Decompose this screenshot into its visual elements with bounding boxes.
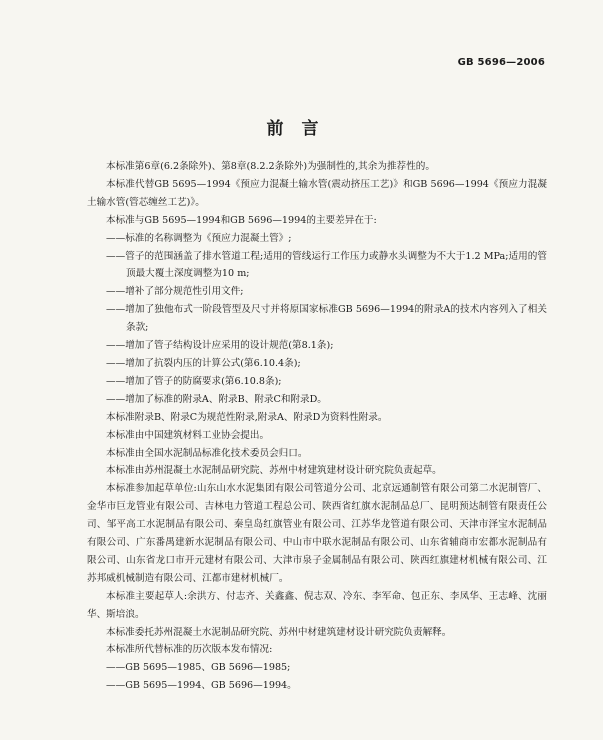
paragraph: 本标准代替GB 5695—1994《预应力混凝土输水管(震动挤压工艺)》和GB 5696—1994《预应力混凝土输水管(管芯缠丝工艺)》。	[87, 178, 547, 208]
paragraph: 本标准由苏州混凝土水泥制品研究院、苏州中材建筑建材设计研究院负责起草。	[106, 465, 442, 477]
paragraph: 本标准所代替标准的历次版本发布情况:	[106, 644, 273, 656]
list-item: ——增加了管子结构设计应采用的设计规范(第8.1条);	[106, 340, 334, 352]
paragraph: 本标准与GB 5695—1994和GB 5696—1994的主要差异在于:	[106, 214, 377, 226]
paragraph: 本标准由全国水泥制品标准化技术委员会归口。	[106, 447, 308, 459]
page-title: 前言	[266, 119, 337, 139]
list-item: ——GB 5695—1994、GB 5696—1994。	[106, 680, 297, 692]
list-item: ——增加了抗裂内压的计算公式(第6.10.4条);	[106, 357, 301, 369]
paragraph: 本标准由中国建筑材料工业协会提出。	[106, 429, 270, 441]
paragraph: 本标准参加起草单位:山东山水水泥集团有限公司管道分公司、北京远通制管有限公司第二水泥制管厂、金华市巨龙管业有限公司、吉林电力管道工程总公司、陕西省红旗水泥制品总厂、昆明预达制管有限责任公司、邹平高工水泥制品有限公司、秦皇岛红旗管业有限公司、江苏华龙管道有限公司、天津市泽宝水泥制品有限公司、广东番禺建新水泥制品有限公司、中山市中联水泥制品有限公司、山东省辅商市宏都水泥制品有限公司、山东省龙口市开元建材有限公司、大津市泉子金属制品有限公司、陕西红旗建材机械有限公司、江苏邦威机械制造有限公司、江都市建材机械厂。	[87, 483, 547, 584]
paragraph: 本标准委托苏州混凝土水泥制品研究院、苏州中材建筑建材设计研究院负责解释。	[106, 626, 452, 638]
list-item: ——管子的范围涵盖了排水管道工程;适用的管线运行工作压力或静水头调整为不大于1.2 MPa;适用的管顶最大覆土深度调整为10 m;	[106, 250, 547, 280]
list-item: ——标准的名称调整为《预应力混凝土管》;	[106, 232, 292, 244]
paragraph: 本标准附录B、附录C为规范性附录,附录A、附录D为资料性附录。	[106, 411, 388, 423]
list-item: ——GB 5695—1985、GB 5696—1985;	[106, 662, 291, 674]
list-item: ——增加了管子的防腐要求(第6.10.8条);	[106, 375, 282, 387]
list-item: ——增加了标准的附录A、附录B、附录C和附录D。	[106, 393, 327, 405]
list-item: ——增加了独他布式一阶段管型及尺寸并将原国家标准GB 5696—1994的附录A的技术内容列入了相关条款;	[106, 304, 547, 334]
standard-number: GB 5696—2006	[457, 57, 545, 68]
foreword-body	[87, 158, 547, 695]
paragraph: 本标准主要起草人:余洪方、付志齐、关鑫鑫、倪志双、冷东、李军命、包正东、李凤华、王志峰、沈丽华、斯培浪。	[87, 590, 547, 620]
paragraph: 本标准第6章(6.2条除外)、第8章(8.2.2条除外)为强制性的,其余为推荐性的。	[106, 161, 435, 172]
list-item: ——增补了部分规范性引用文件;	[106, 286, 244, 298]
